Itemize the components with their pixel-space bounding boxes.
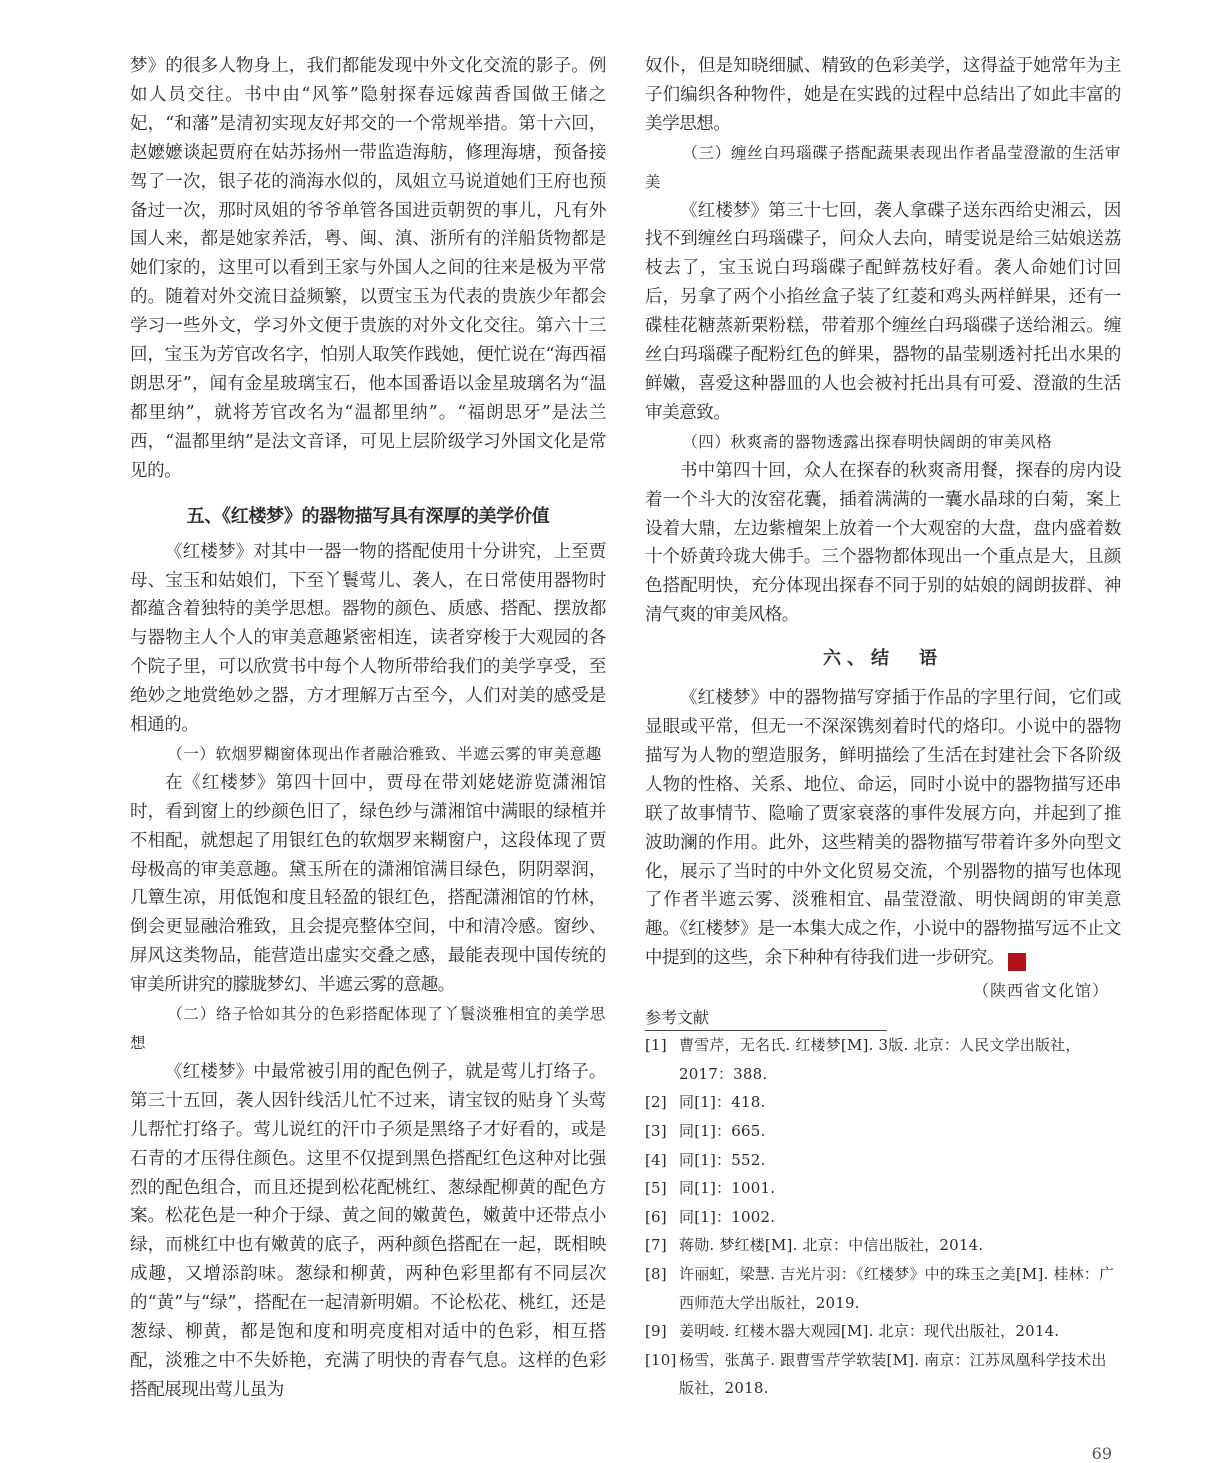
section-heading-6: 六、结 语 xyxy=(823,648,943,670)
paragraph: 梦》的很多人物身上，我们都能发现中外文化交流的影子。例如人员交往。书中由“风筝”隐射探春远嫁茜香国做王储之妃，“和藩”是清初实现友好邦交的一个常规举措。第十六回，赵嬷嬷谈起贾府在姑苏扬州一带监造海舫，修理海塘，预备接驾了一次，银子花的淌海水似的，凤姐立马说道她们王府也预备过一次，那时凤姐的爷爷单管各国进贡朝贺的事儿，凡有外国人来，都是她家养活，粤、闽、滇、浙所有的洋船货物都是她们家的，这里可以看到王家与外国人之间的往来是极为平常的。随着对外交流日益频繁，以贾宝玉为代表的贵族少年都会学习一些外文，学习外文便于贵族的对外文化交往。第六十三回，宝玉为芳官改名字，怕别人取笑作践她，便忙说在“海西福朗思牙”，闻有金星玻璃宝石，他本国番语以金星玻璃名为“温都里纳”，就将芳官改名为“温都里纳”。“福朗思牙”是法兰西，“温都里纳”是法文音译，可见上层阶级学习外国文化是常见的。 xyxy=(130,56,606,481)
page-number: 69 xyxy=(1091,1444,1112,1463)
paragraph: 书中第四十回，众人在探春的秋爽斋用餐，探春的房内设着一个斗大的汝窑花囊，插着满满的一囊水晶球的白菊，案上设着大鼎，左边紫檀架上放着一个大观窑的大盘，盘内盛着数十个娇黄玲珑大佛手。三个器物都体现出一个重点是大，且颜色搭配明快，充分体现出探春不同于别的姑娘的阔朗拔群、神清气爽的审美风格。 xyxy=(645,460,1121,626)
reference-item xyxy=(645,1317,1121,1346)
reference-text: 同[1]：1001. xyxy=(679,1179,776,1198)
references-title: 参考文献 xyxy=(645,1005,887,1031)
reference-item xyxy=(645,1174,1121,1203)
reference-text: 同[1]：665. xyxy=(679,1121,766,1140)
paragraph: 在《红楼梦》第四十回中，贾母在带刘姥姥游览潇湘馆时，看到窗上的纱颜色旧了，绿色纱与潇湘馆中满眼的绿植并不相配，就想起了用银红色的软烟罗来糊窗户，这段体现了贾母极高的审美意趣。黛玉所在的潇湘馆满目绿色，阴阴翠润，几簟生凉，用低饱和度且轻盈的银红色，搭配潇湘馆的竹林，倒会更显融洽雅致，且会提亮整体空间，中和清冷感。窗纱、屏风这类物品，能营造出虚实交叠之感，最能表现中国传统的审美所讲究的朦胧梦幻、半遮云雾的意趣。 xyxy=(130,772,606,996)
reference-number: [8] xyxy=(645,1264,667,1283)
right-column xyxy=(645,52,1121,1403)
paragraph: 《红楼梦》中最常被引用的配色例子，就是莺儿打络子。第三十五回，袭人因针线活儿忙不过来，请宝钗的贴身丫头莺儿帮忙打络子。莺儿说红的汗巾子须是黑络子才好看的，或是石青的才压得住颜色。这里不仅提到黑色搭配红色这种对比强烈的配色组合，而且还提到松花配桃红、葱绿配柳黄的配色方案。松花色是一种介于绿、黄之间的嫩黄色，嫩黄中还带点小绿，而桃红中也有嫩黄的底子，两种颜色搭配在一起，既相映成趣，又增添韵味。葱绿和柳黄，两种色彩里都有不同层次的“黄”与“绿”，搭配在一起清新明媚。不论松花、桃红，还是葱绿、柳黄，都是饱和度和明亮度相对适中的色彩，相互搭配，淡雅之中不失娇艳，充满了明快的青春气息。这样的色彩搭配展现出莺儿虽为 xyxy=(130,1061,606,1400)
end-mark-icon: 花 xyxy=(1008,953,1026,971)
reference-number: [10] xyxy=(645,1350,677,1369)
reference-text: 姜明岐. 红楼木器大观园[M]. 北京：现代出版社，2014. xyxy=(679,1322,1060,1341)
references-list xyxy=(645,1031,1121,1403)
reference-text: 许丽虹，梁慧. 吉光片羽：《红楼梦》中的珠玉之美[M]. 桂林：广西师范大学出版社，2019. xyxy=(679,1264,1115,1312)
reference-text: 同[1]：1002. xyxy=(679,1207,776,1226)
subsection-heading-3: （三）缠丝白玛瑙碟子搭配蔬果表现出作者晶莹澄澈的生活审美 xyxy=(645,143,1121,191)
reference-number: [4] xyxy=(645,1150,667,1169)
reference-number: [1] xyxy=(645,1036,667,1055)
reference-item xyxy=(645,1088,1121,1117)
paragraph: 《红楼梦》第三十七回，袭人拿碟子送东西给史湘云，因找不到缠丝白玛瑙碟子，问众人去向，晴雯说是给三姑娘送荔枝去了，宝玉说白玛瑙碟子配鲜荔枝好看。袭人命她们讨回后，另拿了两个小掐丝盒子装了红菱和鸡头两样鲜果，还有一碟桂花糖蒸新栗粉糕，带着那个缠丝白玛瑙碟子送给湘云。缠丝白玛瑙碟子配粉红色的鲜果，器物的晶莹剔透衬托出水果的鲜嫩，喜爱这种器皿的人也会被衬托出具有可爱、澄澈的生活审美意致。 xyxy=(645,200,1121,423)
reference-number: [5] xyxy=(645,1179,667,1198)
reference-number: [3] xyxy=(645,1121,667,1140)
reference-number: [9] xyxy=(645,1322,667,1341)
author-affiliation: （陕西省文化馆） xyxy=(972,981,1109,1001)
reference-text: 杨雪，张萬子. 跟曹雪芹学软装[M]. 南京：江苏凤凰科学技术出版社，2018. xyxy=(679,1350,1107,1398)
reference-text: 曹雪芹，无名氏. 红楼梦[M]. 3版. 北京：人民文学出版社，2017：388. xyxy=(679,1036,1081,1083)
reference-item xyxy=(645,1146,1121,1175)
reference-text: 同[1]：418. xyxy=(679,1093,766,1112)
subsection-heading-2: （二）络子恰如其分的色彩搭配体现了丫鬟淡雅相宜的美学思想 xyxy=(130,1005,606,1052)
reference-number: [7] xyxy=(645,1236,667,1255)
paragraph: 《红楼梦》对其中一器一物的搭配使用十分讲究，上至贾母、宝玉和姑娘们，下至丫鬟莺儿、袭人，在日常使用器物时都蕴含着独特的美学思想。器物的颜色、质感、搭配、摆放都与器物主人个人的审美意趣紧密相连，读者穿梭于大观园的各个院子里，可以欣赏书中每个人物所带给我们的美学享受，至绝妙之地赏绝妙之器，方才理解万古至今，人们对美的感受是相通的。 xyxy=(130,541,606,736)
reference-item xyxy=(645,1031,1121,1088)
reference-item xyxy=(645,1346,1121,1403)
subsection-heading-4: （四）秋爽斋的器物透露出探春明快阔朗的审美风格 xyxy=(682,432,1053,451)
reference-item xyxy=(645,1203,1121,1232)
reference-item xyxy=(645,1231,1121,1260)
conclusion-text: 《红楼梦》中的器物描写穿插于作品的字里行间，它们或显眼或平常，但无一不深深镌刻着时代的烙印。小说中的器物描写为人物的塑造服务，鲜明描绘了生活在封建社会下各阶级人物的性格、关系、地位、命运，同时小说中的器物描写还串联了故事情节、隐喻了贾家衰落的事件发展方向，并起到了推波助澜的作用。此外，这些精美的器物描写带着许多外向型文化，展示了当时的中外文化贸易交流，个别器物的描写也体现了作者半遮云雾、淡雅相宜、晶莹澄澈、明快阔朗的审美意趣。《红楼梦》是一本集大成之作，小说中的器物描写远不止文中提到的这些，余下种种有待我们进一步研究。 xyxy=(645,688,1121,969)
left-column xyxy=(130,52,606,1405)
reference-text: 同[1]：552. xyxy=(679,1150,766,1169)
reference-text: 蒋勋. 梦红楼[M]. 北京：中信出版社，2014. xyxy=(679,1236,984,1255)
reference-item xyxy=(645,1260,1121,1317)
paragraph: 奴仆，但是知晓细腻、精致的色彩美学，这得益于她常年为主子们编织各种物件，她是在实践的过程中总结出了如此丰富的美学思想。 xyxy=(645,56,1121,134)
reference-number: [6] xyxy=(645,1207,667,1226)
reference-item xyxy=(645,1117,1121,1146)
conclusion-paragraph xyxy=(645,684,1121,973)
section-heading-5: 五、《红楼梦》的器物描写具有深厚的美学价值 xyxy=(186,505,550,527)
reference-number: [2] xyxy=(645,1093,667,1112)
subsection-heading-1: （一）软烟罗糊窗体现出作者融洽雅致、半遮云雾的审美意趣 xyxy=(167,744,602,763)
